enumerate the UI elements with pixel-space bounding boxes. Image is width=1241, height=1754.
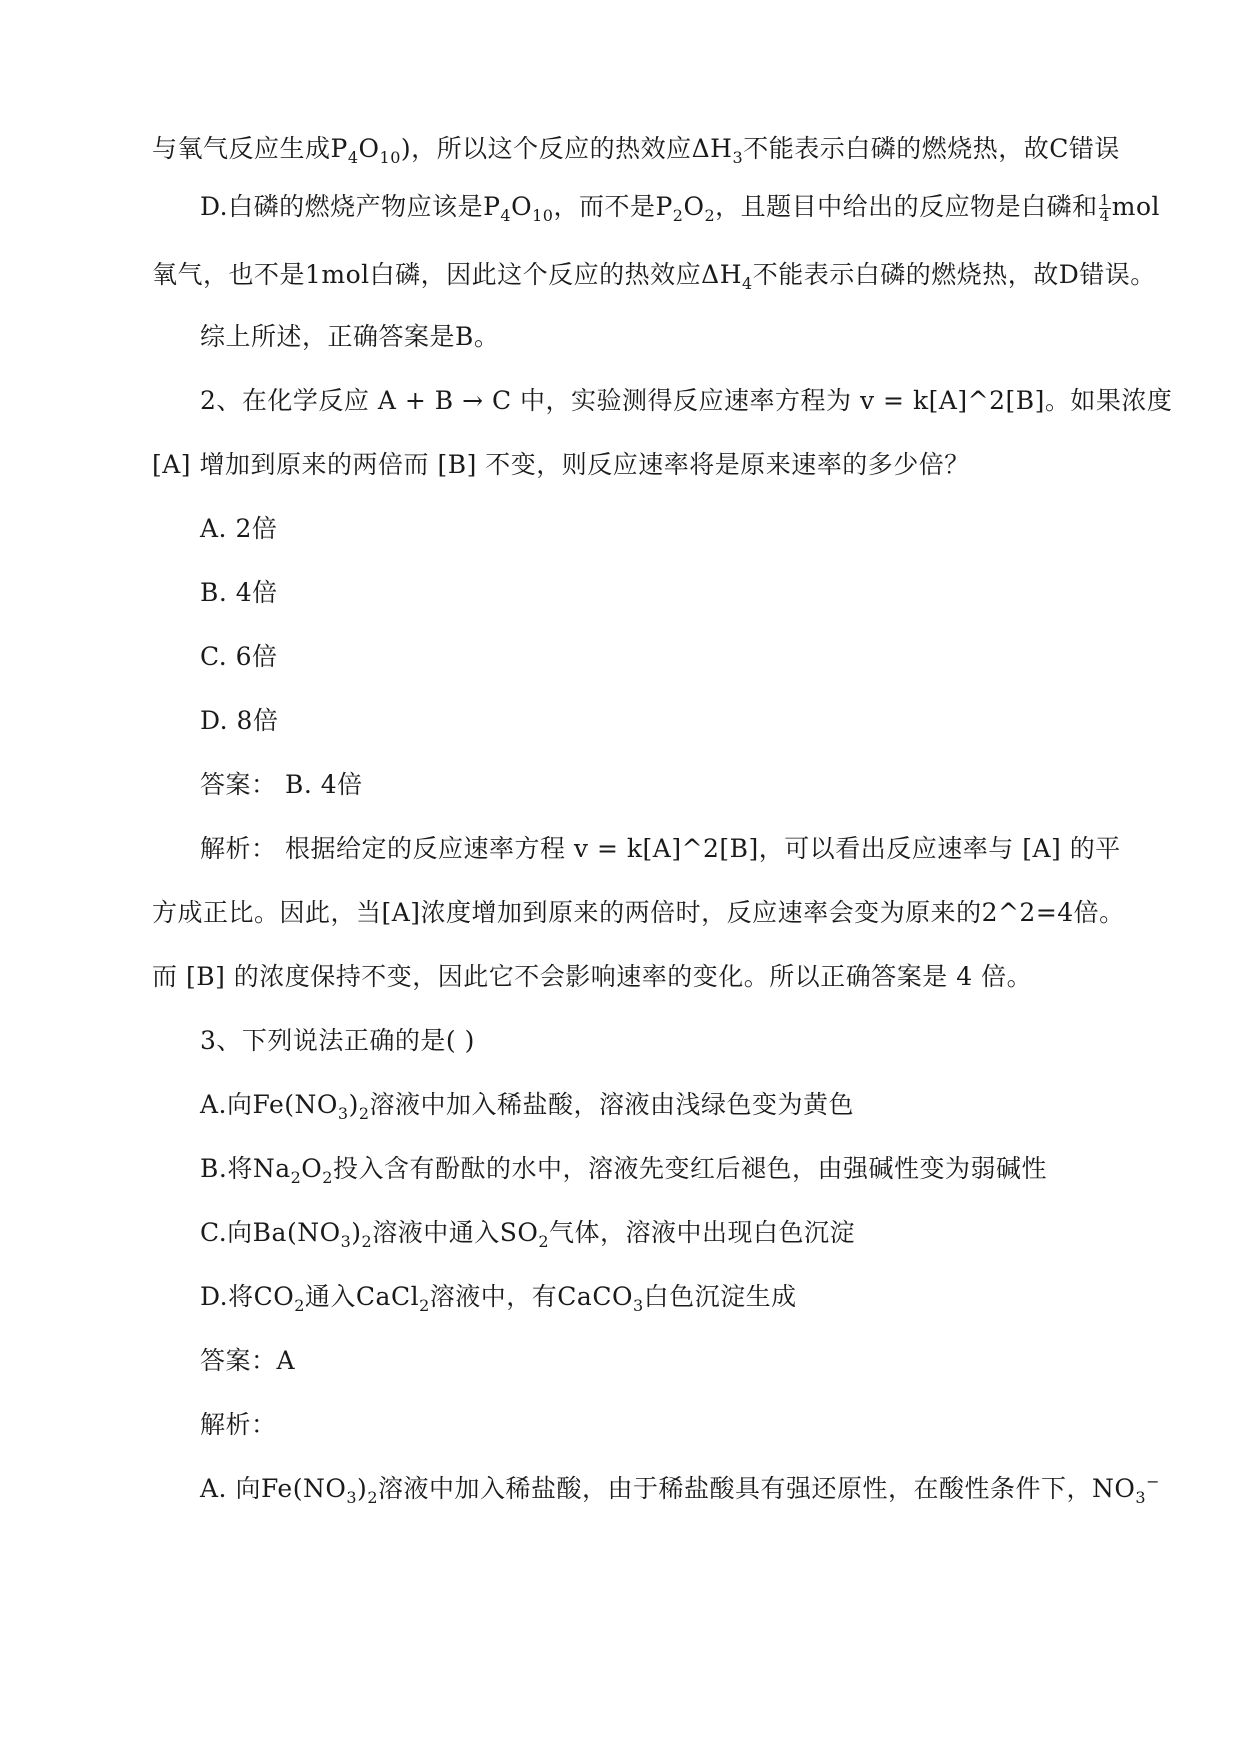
- answer: 答案：A: [200, 1346, 296, 1375]
- question-3-stem: 3、下列说法正确的是( ): [200, 1026, 475, 1055]
- answer: 答案： B. 4倍: [200, 770, 363, 799]
- explanation-heading: 解析：: [200, 1410, 277, 1439]
- paragraph-line: D.白磷的燃烧产物应该是$P_4O_{10}$，而不是$P_2O_2$，且题目中给出的反应物是白磷和 $\frac{1}{4}$ mol: [200, 191, 1160, 225]
- question-2-stem: [A] 增加到原来的两倍而 [B] 不变，则反应速率将是原来速率的多少倍？: [152, 450, 970, 479]
- question-2-stem: 2、在化学反应 A + B → C 中，实验测得反应速率方程为 v = k[A]^2[B]。如果浓度: [200, 386, 1173, 415]
- option-c: C.向$Ba(NO_3)_2$溶液中通入$SO_2$气体，溶液中出现白色沉淀: [200, 1218, 856, 1251]
- explanation-line: A. 向$Fe(NO_3)_2$溶液中加入稀盐酸，由于稀盐酸具有强还原性，在酸性条件下，$NO_3^-$: [200, 1472, 1160, 1507]
- option-d: D.将$CO_2$通入CaCl$_2$溶液中，有CaCO$_3$白色沉淀生成: [200, 1282, 797, 1315]
- fraction: $\frac{1}{4}$: [1099, 191, 1110, 225]
- explanation-line: 解析： 根据给定的反应速率方程 v = k[A]^2[B]，可以看出反应速率与 [A] 的平: [200, 834, 1121, 863]
- paragraph-line: 与氧气反应生成$P_4O_{10}$)，所以这个反应的热效应$\Delta H_3$不能表示白磷的燃烧热，故C错误: [152, 134, 1120, 167]
- option-d: D. 8倍: [200, 706, 279, 735]
- option-b: B.将$Na_2O_2$投入含有酚酞的水中，溶液先变红后褪色，由强碱性变为弱碱性: [200, 1154, 1047, 1187]
- option-a: A.向$Fe(NO_3)_2$溶液中加入稀盐酸，溶液由浅绿色变为黄色: [200, 1090, 855, 1123]
- option-a: A. 2倍: [200, 514, 278, 543]
- option-b: B. 4倍: [200, 578, 278, 607]
- paragraph-line: 综上所述，正确答案是B。: [200, 322, 500, 351]
- explanation-line: 方成正比。因此，当[A]浓度增加到原来的两倍时，反应速率会变为原来的2^2=4倍。: [152, 898, 1125, 927]
- explanation-line: 而 [B] 的浓度保持不变，因此它不会影响速率的变化。所以正确答案是 4 倍。: [152, 962, 1033, 991]
- option-c: C. 6倍: [200, 642, 278, 671]
- paragraph-line: 氧气，也不是1mol白磷，因此这个反应的热效应$\Delta H_4$不能表示白磷的燃烧热，故D错误。: [152, 260, 1156, 293]
